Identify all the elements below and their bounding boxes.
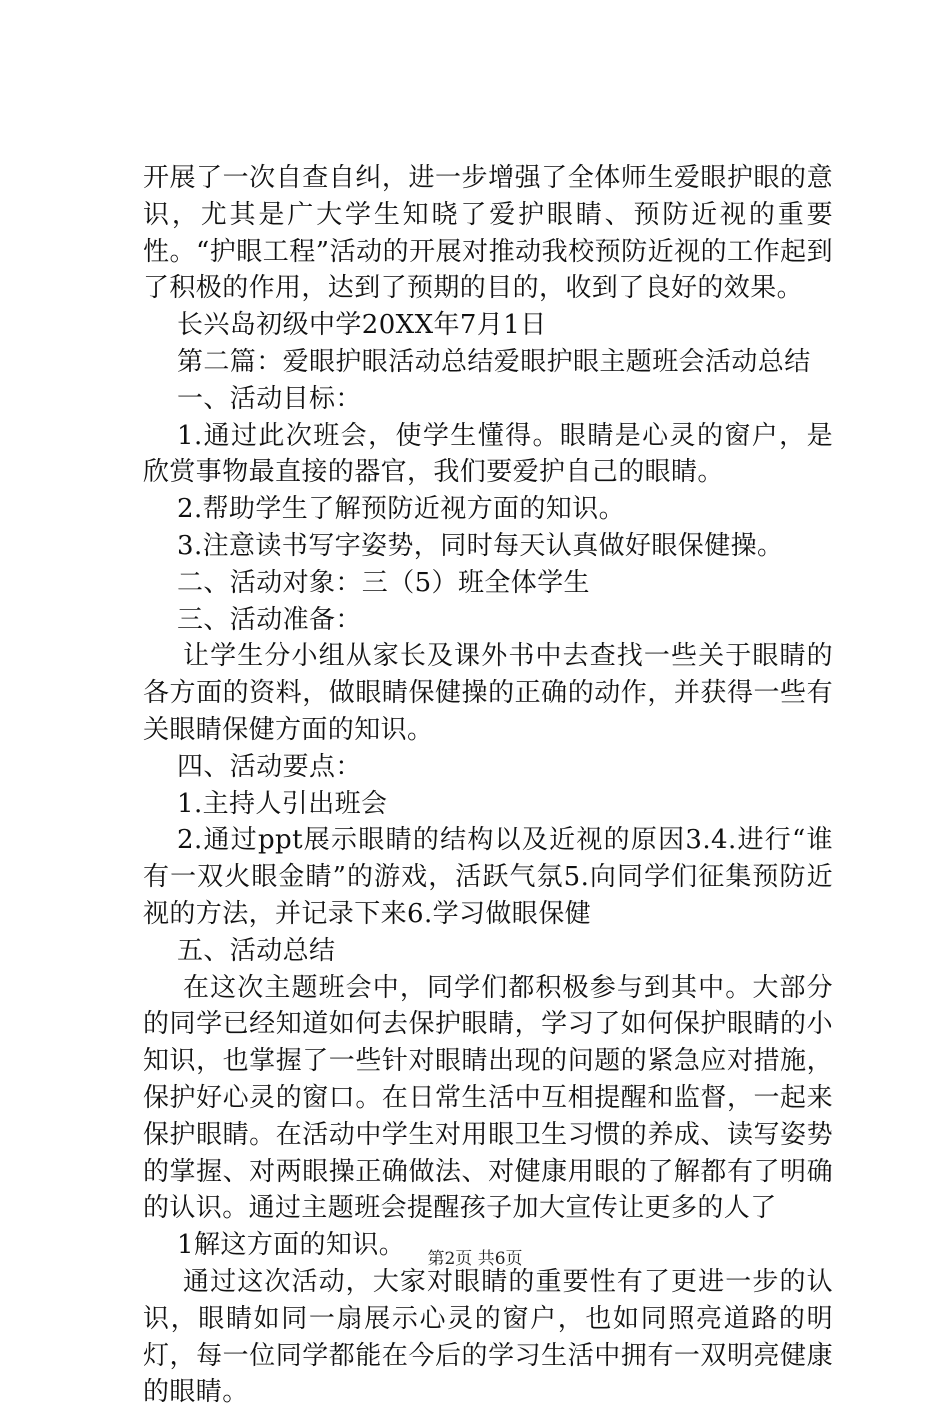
paragraph: 让学生分小组从家长及课外书中去查找一些关于眼睛的各方面的资料，做眼睛保健操的正确的动作，并获得一些有关眼睛保健方面的知识。 [143, 641, 833, 745]
paragraph: 开展了一次自查自纠，进一步增强了全体师生爱眼护眼的意识，尤其是广大学生知晓了爱护眼睛、预防近视的重要性。“护眼工程”活动的开展对推动我校预防近视的工作起到了积极的作用，达到了预期的目的，收到了良好的效果。 [143, 163, 833, 304]
section-heading: 五、活动总结 [177, 935, 336, 966]
list-item: 2.通过ppt展示眼睛的结构以及近视的原因3.4.进行“谁有一双火眼金睛”的游戏，活跃气氛5.向同学们征集预防近视的方法，并记录下来6.学习做眼保健 [143, 825, 833, 929]
paragraph: 通过这次活动，大家对眼睛的重要性有了更进一步的认识，眼睛如同一扇展示心灵的窗户，也如同照亮道路的明灯，每一位同学都能在今后的学习生活中拥有一双明亮健康的眼睛。 [143, 1266, 833, 1408]
list-item: 3.注意读书写字姿势，同时每天认真做好眼保健操。 [177, 530, 784, 561]
section-heading: 四、活动要点： [177, 751, 362, 782]
section-heading: 三、活动准备： [177, 604, 362, 635]
paragraph: 在这次主题班会中，同学们都积极参与到其中。大部分的同学已经知道如何去保护眼睛，学习了如何保护眼睛的小知识，也掌握了一些针对眼睛出现的问题的紧急应对措施，保护好心灵的窗口。在日常生活中互相提醒和监督，一起来保护眼睛。在活动中学生对用眼卫生习惯的养成、读写姿势的掌握、对两眼操正确做法、对健康用眼的了解都有了明确的认识。通过主题班会提醒孩子加大宣传让更多的人了 [143, 972, 833, 1224]
section-heading: 二、活动对象：三（5）班全体学生 [177, 567, 590, 598]
list-item: 2.帮助学生了解预防近视方面的知识。 [177, 494, 626, 525]
list-item: 1.通过此次班会，使学生懂得。眼睛是心灵的窗户，是欣赏事物最直接的器官，我们要爱护自己的眼睛。 [143, 420, 833, 488]
paragraph: 长兴岛初级中学20XX年7月1日 [177, 310, 547, 341]
page-number-footer: 第2页 共6页 [427, 1249, 523, 1269]
document-body [143, 160, 833, 1411]
paragraph: 1解这方面的知识。 [177, 1230, 406, 1261]
section-heading: 一、活动目标： [177, 383, 362, 414]
section-heading: 第二篇：爱眼护眼活动总结爱眼护眼主题班会活动总结 [177, 346, 811, 377]
list-item: 1.主持人引出班会 [177, 788, 388, 819]
